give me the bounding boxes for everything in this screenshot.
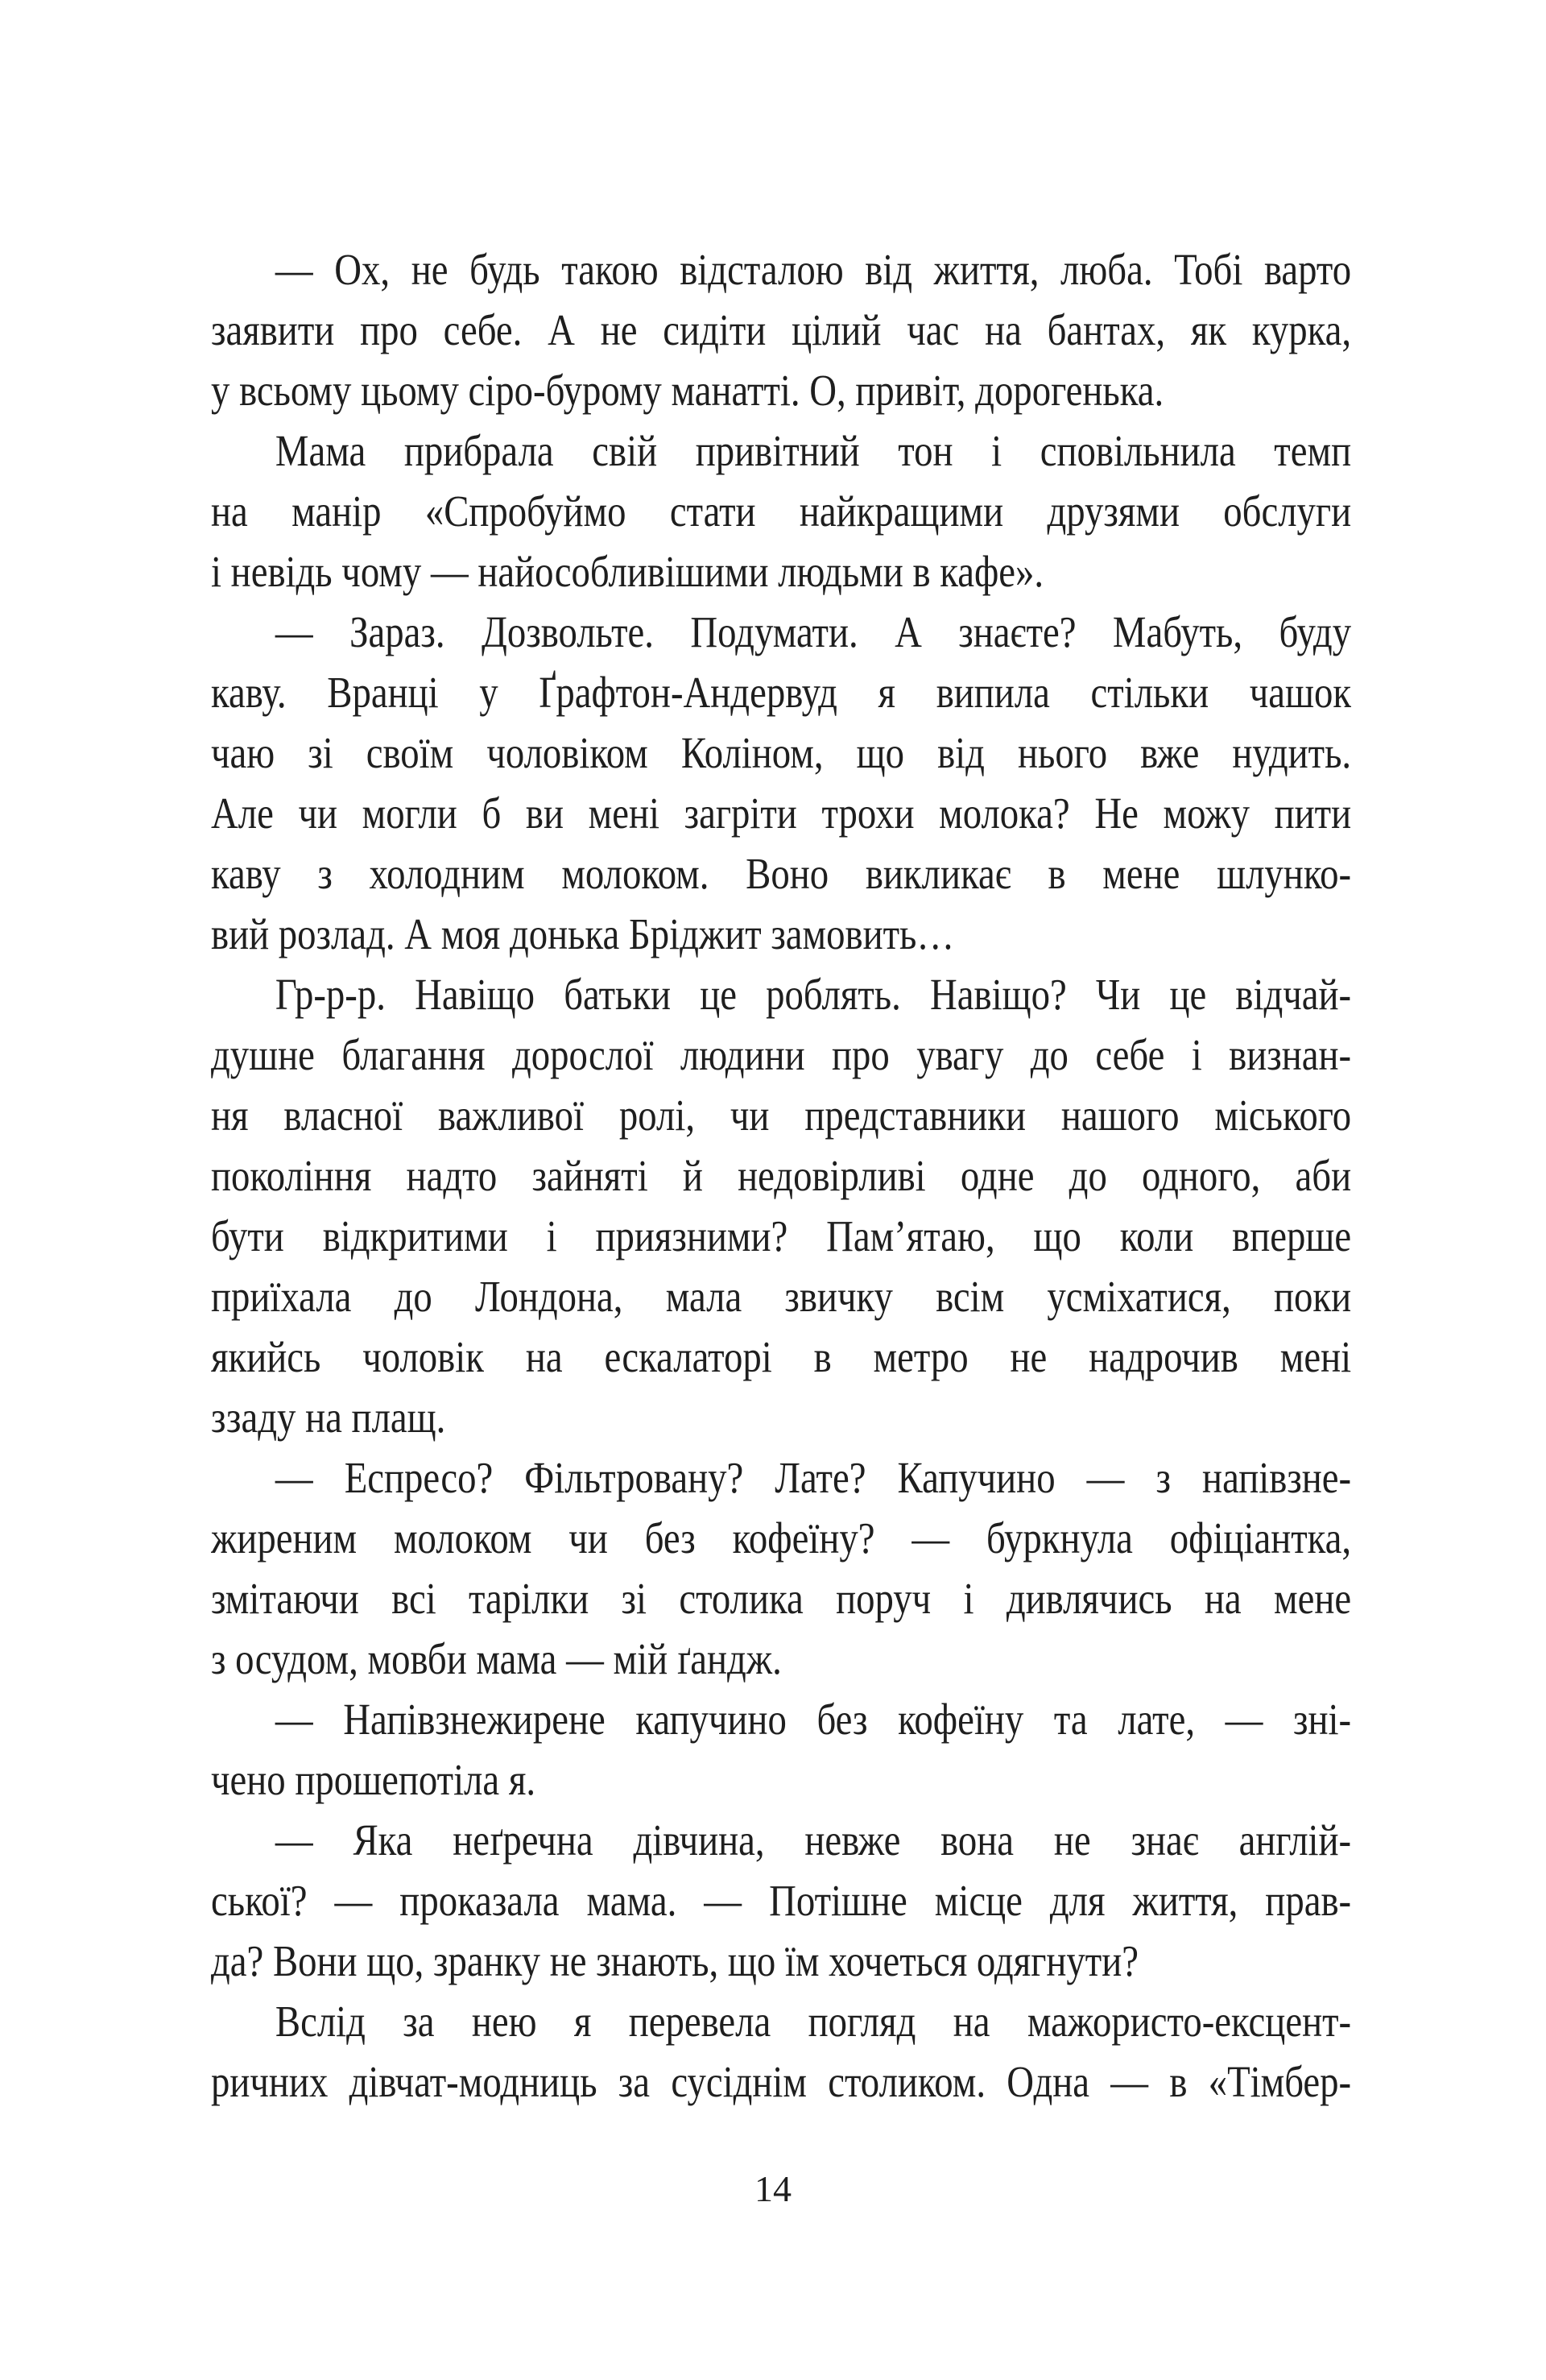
text-line: і невідь чому — найособливішими людьми в кафе».: [211, 547, 1044, 596]
text-line: заявити про себе. А не сидіти цілий час на бантах, як курка,: [211, 305, 1352, 354]
text-line: Гр-р-р. Навіщо батьки це роблять. Навіщо? Чи це відчай-: [275, 970, 1352, 1019]
text-line: з осудом, мовби мама — мій ґандж.: [211, 1634, 782, 1683]
text-line: на манір «Спробуймо стати найкращими друзями обслуги: [211, 486, 1352, 536]
text-line: — Яка неґречна дівчина, невже вона не знає англій-: [275, 1815, 1352, 1865]
text-line: приїхала до Лондона, мала звичку всім усміхатися, поки: [211, 1272, 1352, 1321]
text-line: — Еспресо? Фільтровану? Лате? Капучино — з напівзне-: [275, 1453, 1352, 1502]
text-line: чаю зі своїм чоловіком Коліном, що від нього вже нудить.: [211, 728, 1352, 777]
page-number: 14: [754, 2168, 792, 2209]
text-line: бути відкритими і приязними? Пам’ятаю, що коли вперше: [211, 1211, 1352, 1260]
text-line: Але чи могли б ви мені загріти трохи молока? Не можу пити: [211, 789, 1352, 838]
text-line: — Напівзнежирене капучино без кофеїну та лате, — зні-: [275, 1695, 1352, 1744]
text-line: душне благання дорослої людини про увагу до себе і визнан-: [211, 1030, 1352, 1079]
text-line: — Ох, не будь такою відсталою від життя, люба. Тобі варто: [275, 245, 1352, 294]
text-line: ззаду на плащ.: [211, 1393, 446, 1442]
text-line: каву. Вранці у Ґрафтон-Андервуд я випила стільки чашок: [211, 668, 1352, 717]
body-text: [211, 239, 1351, 2112]
text-line: жиреним молоком чи без кофеїну? — буркнула офіціантка,: [211, 1513, 1352, 1563]
text-line: Вслід за нею я перевела погляд на мажористо-ексцент-: [275, 1997, 1352, 2046]
text-line: каву з холодним молоком. Воно викликає в мене шлунко-: [211, 849, 1352, 898]
text-line: якийсь чоловік на ескалаторі в метро не надрочив мені: [211, 1332, 1352, 1381]
text-line: змітаючи всі тарілки зі столика поруч і дивлячись на мене: [211, 1574, 1352, 1623]
text-line: чено прошепотіла я.: [211, 1755, 536, 1804]
text-line: — Зараз. Дозвольте. Подумати. А знаєте? Мабуть, буду: [275, 607, 1352, 656]
text-line: ня власної важливої ролі, чи представники нашого міського: [211, 1091, 1352, 1140]
text-line: у всьому цьому сіро-бурому манатті. О, привіт, дорогенька.: [211, 366, 1164, 415]
text-line: ської? — проказала мама. — Потішне місце для життя, прав-: [211, 1876, 1352, 1925]
text-line: покоління надто зайняті й недовірливі одне до одного, аби: [211, 1151, 1352, 1200]
text-line: вий розлад. А моя донька Бріджит замовить…: [211, 909, 955, 958]
text-line: ричних дівчат-модниць за сусіднім столиком. Одна — в «Тімбер-: [211, 2057, 1352, 2106]
text-line: Мама прибрала свій привітний тон і сповільнила темп: [275, 426, 1352, 475]
text-line: да? Вони що, зранку не знають, що їм хочеться одягнути?: [211, 1936, 1139, 1985]
